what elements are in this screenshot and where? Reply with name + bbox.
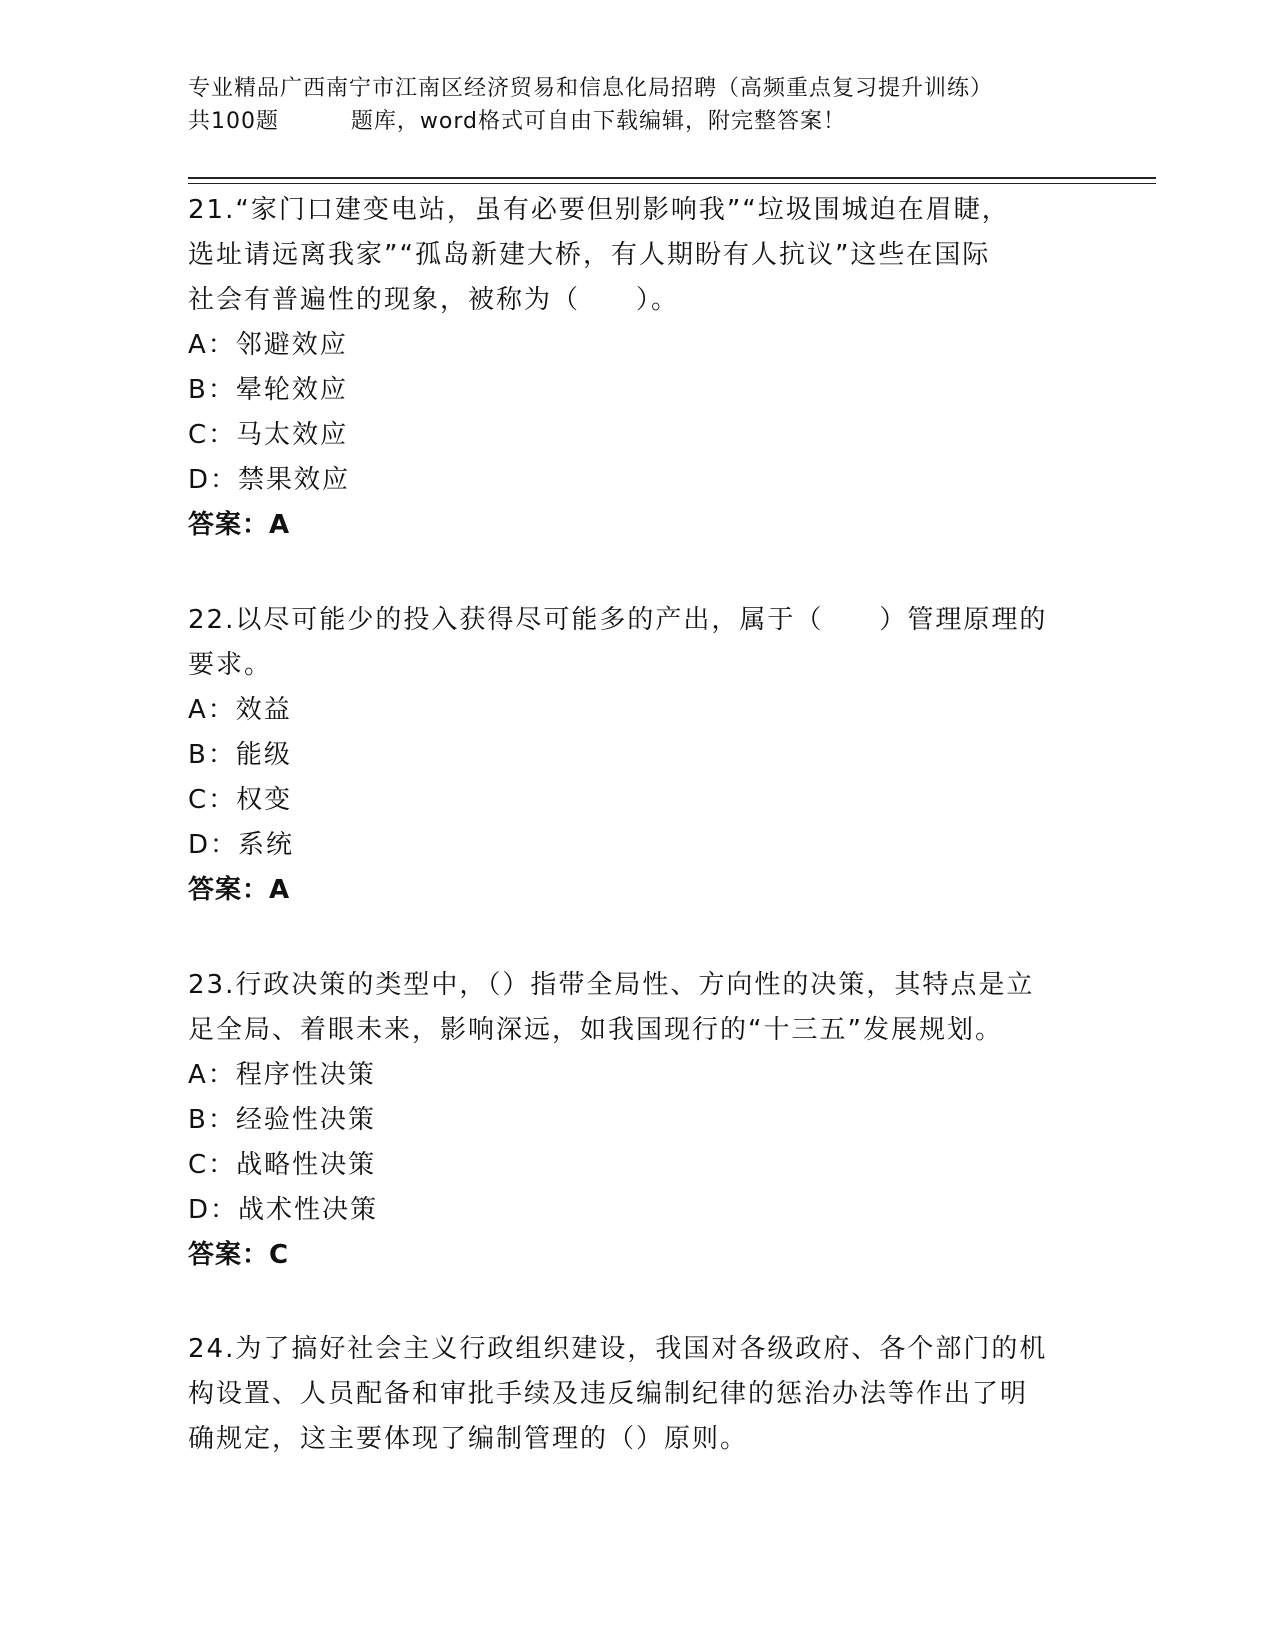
option-d: D：战术性决策	[188, 1195, 379, 1225]
question-stem-line: 足全局、着眼未来，影响深远，如我国现行的“十三五”发展规划。	[188, 1015, 1003, 1045]
question-stem-line: 23.行政决策的类型中，（）指带全局性、方向性的决策，其特点是立	[188, 970, 1035, 1000]
question-stem-line: 22.以尽可能少的投入获得尽可能多的产出，属于（ ）管理原理的	[188, 605, 1048, 635]
option-a: A：程序性决策	[188, 1060, 376, 1090]
question-stem-line: 构设置、人员配备和审批手续及违反编制纪律的惩治办法等作出了明	[188, 1379, 1029, 1409]
question-stem-line: 要求。	[188, 650, 273, 680]
option-c: C：马太效应	[188, 420, 349, 450]
question-21	[188, 188, 1088, 548]
option-c: C：战略性决策	[188, 1150, 377, 1180]
question-stem-line: 确规定，这主要体现了编制管理的（）原则。	[188, 1424, 749, 1454]
option-d: D：禁果效应	[188, 465, 351, 495]
question-stem-line: 社会有普遍性的现象，被称为（ ）。	[188, 285, 680, 315]
option-b: B：能级	[188, 740, 292, 770]
answer-line: 答案：A	[188, 510, 291, 540]
option-a: A：邻避效应	[188, 330, 348, 360]
question-24	[188, 1327, 1088, 1462]
answer-line: 答案：A	[188, 875, 291, 905]
question-stem-line: 24.为了搞好社会主义行政组织建设，我国对各级政府、各个部门的机	[188, 1334, 1048, 1364]
document-header	[188, 72, 1088, 138]
option-d: D：系统	[188, 830, 295, 860]
option-c: C：权变	[188, 785, 293, 815]
option-b: B：晕轮效应	[188, 375, 348, 405]
header-divider-thin	[188, 183, 1156, 184]
option-b: B：经验性决策	[188, 1105, 376, 1135]
question-23	[188, 963, 1088, 1278]
answer-line: 答案：C	[188, 1240, 290, 1270]
question-22	[188, 598, 1088, 913]
option-a: A：效益	[188, 695, 292, 725]
header-divider-thick	[188, 177, 1156, 179]
question-stem-line: 21.“家门口建变电站，虽有必要但别影响我”“垃圾围城迫在眉睫，	[188, 195, 1010, 225]
header-subtitle-line: 共100题 题库，word格式可自由下载编辑，附完整答案！	[188, 109, 847, 134]
question-stem-line: 选址请远离我家”“孤岛新建大桥，有人期盼有人抗议”这些在国际	[188, 240, 991, 270]
header-title-line: 专业精品广西南宁市江南区经济贸易和信息化局招聘（高频重点复习提升训练）	[188, 76, 994, 101]
